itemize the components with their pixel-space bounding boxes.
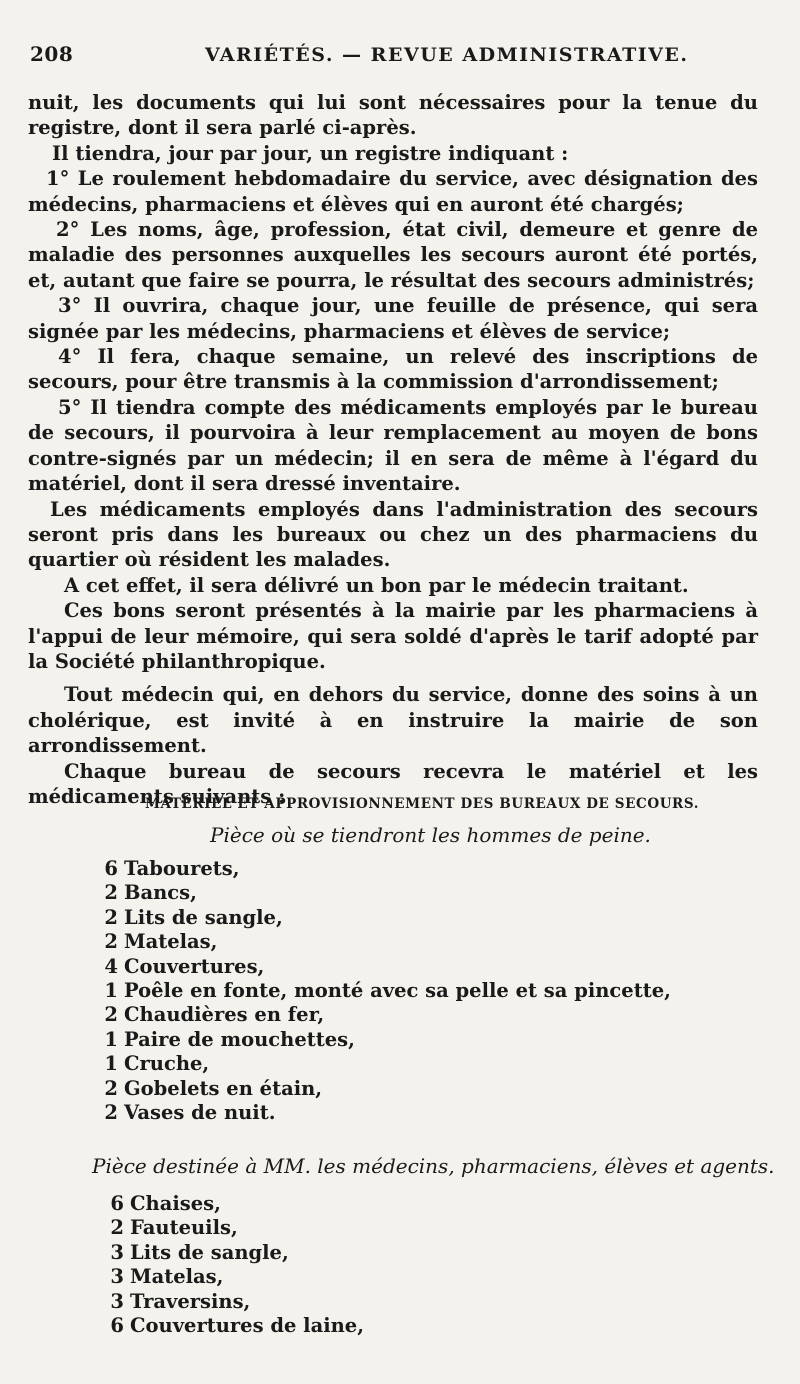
running-title: VARIÉTÉS. — REVUE ADMINISTRATIVE. [205,44,689,66]
paragraph: 2° Les noms, âge, profession, état civil, demeure et genre de maladie des personnes auxquelles les secours auront été portés, et, autant que faire se pourra, le résultat des secours administrés; [28,218,758,292]
room2-item-list [102,1192,364,1338]
item-quantity: 2 [110,1216,124,1240]
item-quantity: 1 [104,979,118,1003]
paragraph: nuit, les documents qui lui sont nécessaires pour la tenue du registre, dont il sera parlé ci-après. [28,91,758,140]
list-item [96,906,671,930]
item-label: Chaises, [130,1192,221,1215]
paragraph: Tout médecin qui, en dehors du service, donne des soins à un cholérique, est invité à en instruire la mairie de son arrondissement. [28,683,758,758]
room1-item-list [96,857,671,1125]
list-item [96,930,671,954]
item-label: Fauteuils, [130,1216,238,1240]
item-label: Chaudières en fer, [124,1003,325,1027]
list-item [96,857,671,881]
list-item [96,1028,671,1052]
room1-title: Pièce où se tiendront les hommes de peine. [210,823,651,847]
list-item [96,1003,671,1027]
paragraph: A cet effet, il sera délivré un bon par le médecin traitant. [64,573,689,597]
item-quantity: 4 [104,954,118,978]
list-item [102,1265,364,1289]
item-label: Bancs, [124,881,197,905]
item-label: Cruche, [124,1052,210,1076]
item-label: Paire de mouchettes, [124,1027,355,1051]
item-quantity: 3 [110,1240,124,1264]
item-quantity: 6 [110,1314,124,1338]
item-quantity: 1 [104,1052,118,1076]
item-label: Poêle en fonte, monté avec sa pelle et sa pincette, [124,979,671,1003]
section-title: MATÉRIEL ET APPROVISIONNEMENT DES BUREAUX DE SECOURS. [145,796,700,812]
item-quantity: 2 [104,881,118,905]
list-item [96,979,671,1003]
list-item [102,1192,364,1216]
list-item [96,955,671,979]
item-label: Lits de sangle, [124,905,283,929]
list-item [96,881,671,905]
page-header [30,42,770,72]
list-item [96,1077,671,1101]
item-label: Matelas, [124,930,218,954]
item-quantity: 2 [104,1076,118,1100]
list-item [96,1052,671,1076]
item-quantity: 6 [104,857,118,880]
list-item [102,1216,364,1240]
list-item [96,1101,671,1125]
body-text [28,90,758,809]
item-label: Traversins, [130,1289,251,1313]
paragraph: 3° Il ouvrira, chaque jour, une feuille de présence, qui sera signée par les médecins, pharmaciens et élèves de service; [28,294,758,343]
item-quantity: 2 [104,1003,118,1027]
item-quantity: 2 [104,905,118,929]
paragraph: Ces bons seront présentés à la mairie par les pharmaciens à l'appui de leur mémoire, qui sera soldé d'après le tarif adopté par la Société philanthropique. [28,599,758,673]
item-quantity: 6 [110,1192,124,1215]
item-label: Couvertures, [124,954,265,978]
paragraph: Il tiendra, jour par jour, un registre indiquant : [52,141,569,165]
list-item [102,1241,364,1265]
item-label: Tabourets, [124,857,240,880]
item-label: Gobelets en étain, [124,1076,323,1100]
room2-title: Pièce destinée à MM. les médecins, pharmaciens, élèves et agents. [92,1154,775,1178]
item-quantity: 1 [104,1027,118,1051]
paragraph: Les médicaments employés dans l'administration des secours seront pris dans les bureaux ou chez un des pharmaciens du quartier où résident les malades. [28,497,758,572]
item-label: Vases de nuit. [124,1101,276,1125]
item-quantity: 3 [110,1265,124,1289]
item-label: Couvertures de laine, [130,1314,364,1338]
item-quantity: 3 [110,1289,124,1313]
paragraph: 1° Le roulement hebdomadaire du service, avec désignation des médecins, pharmaciens et élèves qui en auront été chargés; [28,167,758,216]
paragraph: Chaque bureau de secours recevra le matériel et les médicaments suivants : [28,759,758,808]
item-quantity: 2 [104,930,118,954]
item-quantity: 2 [104,1101,118,1125]
item-label: Lits de sangle, [130,1240,289,1264]
paragraph: 5° Il tiendra compte des médicaments employés par le bureau de secours, il pourvoira à leur remplacement au moyen de bons contre-signés par un médecin; il en sera de même à l'égard du matériel, dont il sera dressé inventaire. [28,395,758,496]
item-label: Matelas, [130,1265,224,1289]
list-item [102,1314,364,1338]
list-item [102,1290,364,1314]
page-number: 208 [30,42,74,66]
paragraph: 4° Il fera, chaque semaine, un relevé des inscriptions de secours, pour être transmis à la commission d'arrondissement; [28,345,758,394]
